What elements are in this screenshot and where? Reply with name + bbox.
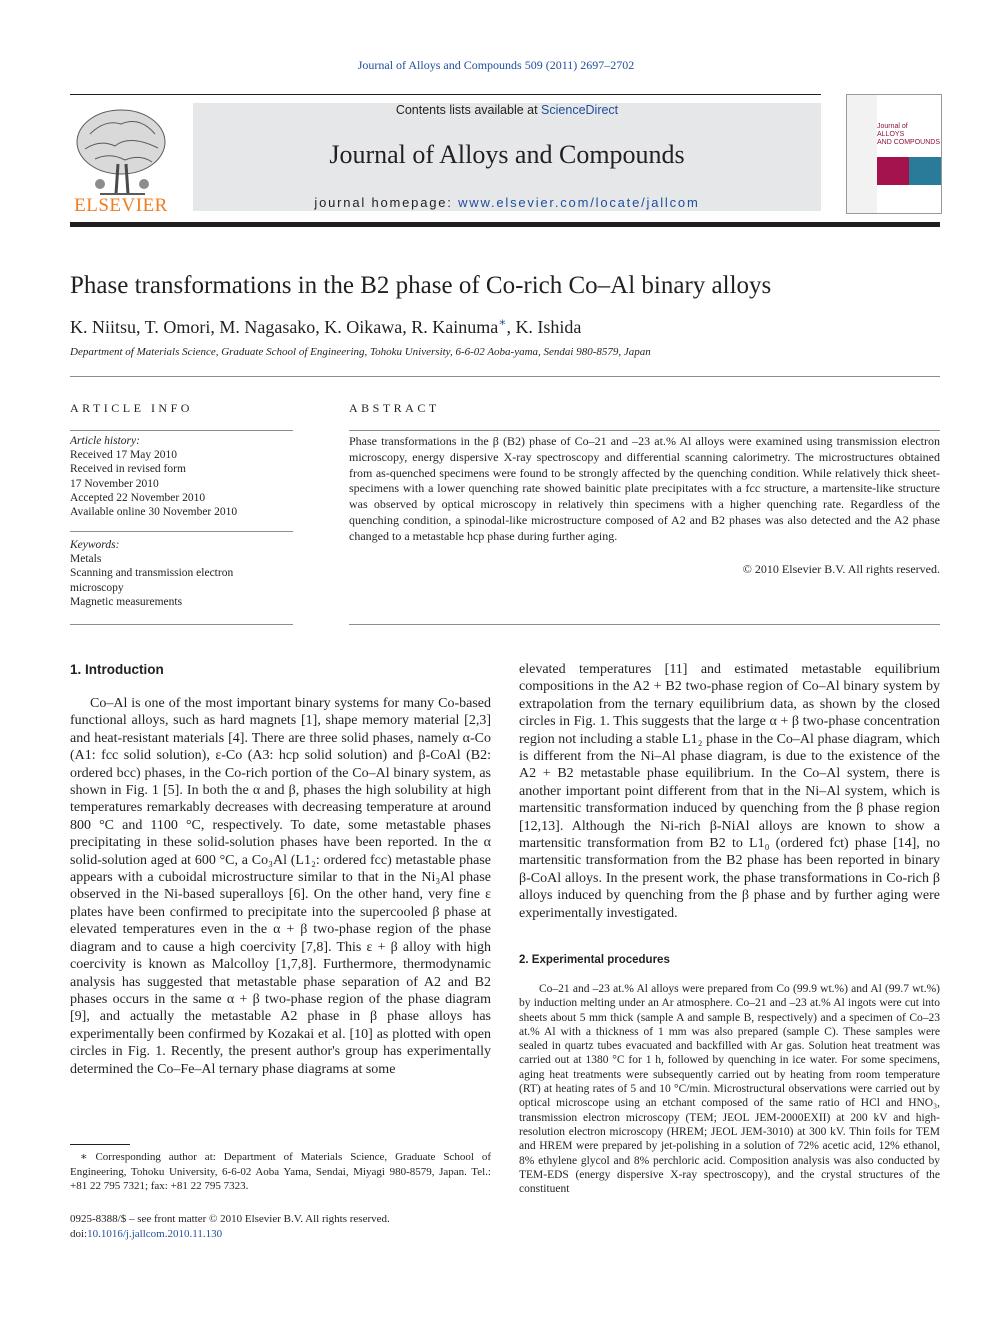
article-history xyxy=(70,434,293,519)
abstract-rule xyxy=(349,430,940,431)
article-info-bottom-rule xyxy=(70,624,293,625)
history-item: Received in revised form xyxy=(70,463,186,476)
cover-title-line-2: ALLOYS xyxy=(877,131,905,138)
history-item: 17 November 2010 xyxy=(70,477,159,490)
cover-title-line-1: Journal of xyxy=(877,123,908,130)
abstract-text: Phase transformations in the β (B2) phase of Co–21 and –23 at.% Al alloys were examined using transmission electron microscopy, energy dispersive X-ray spectroscopy and differential scanning calorimetry. The microstructures obtained from as-quenched specimens were found to be strongly affected by the quenching condition. While relatively thick sheet-specimens with a lower quenching rate showed bainitic plate precipitates with a fcc structure, a martensite-like structure was observed by optical microscopy in relatively thin specimens with a higher quenching rate. Regardless of the quenching condition, a spinodal-like microstructure composed of A2 and B2 phases was also detected and the A2 phase changed to a metastable hcp phase during further aging. xyxy=(349,434,940,543)
journal-homepage xyxy=(193,195,821,210)
history-item: Accepted 22 November 2010 xyxy=(70,491,206,504)
homepage-link[interactable]: www.elsevier.com/locate/jallcom xyxy=(458,195,700,210)
corresponding-author-footnote xyxy=(70,1150,491,1194)
elsevier-wordmark: ELSEVIER xyxy=(74,195,168,216)
history-item: Available online 30 November 2010 xyxy=(70,506,238,519)
abstract-heading: ABSTRACT xyxy=(349,401,440,415)
history-label: Article history: xyxy=(70,435,140,447)
article-info-heading: ARTICLE INFO xyxy=(70,401,193,415)
keyword-item: Scanning and transmission electron xyxy=(70,567,234,580)
keywords-rule xyxy=(70,531,293,532)
abstract-bottom-rule xyxy=(349,624,940,625)
journal-citation[interactable]: Journal of Alloys and Compounds 509 (2011) 2697–2702 xyxy=(357,58,635,72)
introduction-column-left xyxy=(70,695,491,1078)
doi-link[interactable]: 10.1016/j.jallcom.2010.11.130 xyxy=(87,1227,223,1240)
title-bottom-rule xyxy=(70,376,940,377)
authors-last: , K. Ishida xyxy=(506,317,582,337)
introduction-column-right xyxy=(519,661,940,922)
header-divider xyxy=(70,222,940,227)
section-heading-introduction: 1. Introduction xyxy=(70,662,164,677)
cover-color-block-blue xyxy=(909,157,941,185)
intro-paragraph-2: elevated temperatures [11] and estimated metastable equilibrium compositions in the A2 + B2 two-phase region of Co–Al binary system by extrapolation from the ternary equilibrium data, as shown by the closed circles in Fig. 1. This suggests that the large α + β two-phase concentration region not including a stable L1₂ phase in the Co–Al phase diagram, which is different from the Ni–Al phase diagram, is due to the existence of the A2 + B2 metastable phase equilibrium. In the Co–Al system, there is another important point different from that in the Ni–Al system, which is martensitic transformation induced by quenching from the β phase region [12,13]. Although the Ni-rich β-NiAl alloys are known to show a martensitic transformation from B2 to L1₀ (ordered fct) phase [14], no martensitic transformation from the B2 phase has been reported in binary β-CoAl alloys. In the present work, the phase transformations in Co-rich β alloys induced by quenching from the β phase and by further aging were experimentally investigated. xyxy=(519,662,940,921)
contents-prefix: Contents lists available at xyxy=(395,103,542,117)
experimental-paragraph-1: Co–21 and –23 at.% Al alloys were prepared from Co (99.9 wt.%) and Al (99.7 wt.%) by induction melting under an Ar atmosphere. Co–21 and –23 at.% Al ingots were cut into sheets about 5 mm thick (sample A and sample B, respectively) and a specimen of Co–23 at.% Al with a thickness of 1 mm was also prepared (sample C). These samples were sealed in quartz tubes evacuated and backfilled with Ar gas. Solution heat treatment was carried out at 1380 °C for 1 h, followed by quenching in ice water. For some specimens, aging heat treatments were subsequently carried out by heating from room temperature (RT) at heating rates of 5 and 10 °C/min. Microstructural observations were carried out by optical microscope using an etchant composed of the same ratio of HCl and HNO₃, transmission electron microscopy (TEM; JEOL JEM-2000EXII) at 200 kV and high-resolution electron microscopy (HREM; JEOL JEM-3010) at 300 kV. Thin foils for TEM and HREM were prepared by jet-polishing in a solution of 72% acetic acid, 12% ethanol, 8% ethylene glycol and 8% perchloric acid. Composition analysis was also conducted by TEM-EDS (energy dispersive X-ray spectroscopy), and the crystal structures of the constituent xyxy=(519,983,940,1196)
front-matter xyxy=(70,1212,491,1241)
contents-availability xyxy=(193,103,821,117)
article-info-rule xyxy=(70,430,293,431)
doi-line xyxy=(70,1227,491,1242)
cover-title xyxy=(877,123,940,147)
keyword-item: Magnetic measurements xyxy=(70,595,183,608)
footnote-text: Corresponding author at: Department of Materials Science, Graduate School of Engineering, Tohoku University, 6-6-02 Aoba Yama, Sendai, Miyagi 980-8579, Japan. Tel.: +81 22 795 7321; fax: +81 22 795 7323. xyxy=(70,1151,492,1192)
keyword-item: Metals xyxy=(70,553,102,566)
history-item: Received 17 May 2010 xyxy=(70,449,177,462)
homepage-prefix: journal homepage: xyxy=(314,195,459,210)
header-top-rule xyxy=(70,94,821,95)
authors-main: K. Niitsu, T. Omori, M. Nagasako, K. Oikawa, R. Kainuma xyxy=(70,317,499,337)
corresponding-author-mark[interactable]: ∗ xyxy=(498,315,507,329)
doi-prefix: doi: xyxy=(70,1227,88,1240)
footnote-rule xyxy=(70,1144,130,1145)
issn-line: 0925-8388/$ – see front matter © 2010 Elsevier B.V. All rights reserved. xyxy=(70,1213,390,1225)
journal-title: Journal of Alloys and Compounds xyxy=(329,140,685,169)
article-title: Phase transformations in the B2 phase of Co-rich Co–Al binary alloys xyxy=(70,272,772,299)
cover-title-line-3: AND COMPOUNDS xyxy=(877,139,941,146)
sciencedirect-link[interactable]: ScienceDirect xyxy=(541,103,619,117)
footnote-mark: ∗ xyxy=(80,1151,88,1163)
keyword-item: microscopy xyxy=(70,581,124,594)
keywords-label: Keywords: xyxy=(70,539,120,551)
keywords xyxy=(70,538,293,609)
cover-stripe xyxy=(847,95,877,213)
affiliation: Department of Materials Science, Graduate School of Engineering, Tohoku University, 6-6-02 Aoba-yama, Sendai 980-8579, Japan xyxy=(70,346,651,358)
cover-color-block-red xyxy=(877,157,909,185)
section-heading-experimental: 2. Experimental procedures xyxy=(519,954,670,966)
abstract-copyright: © 2010 Elsevier B.V. All rights reserved. xyxy=(742,562,940,576)
intro-paragraph-1: Co–Al is one of the most important binary systems for many Co-based functional alloys, such as hard magnets [1], shape memory material [2,3] and heat-resistant materials [4]. There are three solid phases, namely α-Co (A1: fcc solid solution), ε-Co (A3: hcp solid solution) and β-CoAl (B2: ordered bcc) phases, in the Co-rich portion of the Co–Al binary system, as shown in Fig. 1 [5]. In both the α and β, phases the high solubility at high temperatures remarkably decreases with decreasing temperature at around 800 °C and 1100 °C, respectively. To date, some metastable phases precipitating in these solid-solution phases have been reported. In the α solid-solution aged at 600 °C, a Co₃Al (L1₂: ordered fcc) metastable phase appears with a cuboidal microstructure similar to that in the Ni₃Al phase observed in the Ni-based superalloys [6]. On the other hand, very fine ε plates have been confirmed to precipitate into the supercooled β phase at elevated temperatures even in the α + β two-phase region of the phase diagram and to cause a high coercivity [7,8]. This ε + β alloy with high coercivity is known as Malcolloy [1,7,8]. Furthermore, thermodynamic analysis has suggested that metastable phase separation of A2 and B2 phases occurs in the same α + β two-phase region of the phase diagram [9], and actually the metastable A2 phase in β phase alloys has experimentally been confirmed by Kozakai et al. [10] as plotted with open circles in Fig. 1. Recently, the present author's group has experimentally determined the Co–Fe–Al ternary phase diagrams at some xyxy=(70,696,491,1077)
author-list xyxy=(70,315,940,338)
journal-cover-thumbnail xyxy=(846,94,942,214)
